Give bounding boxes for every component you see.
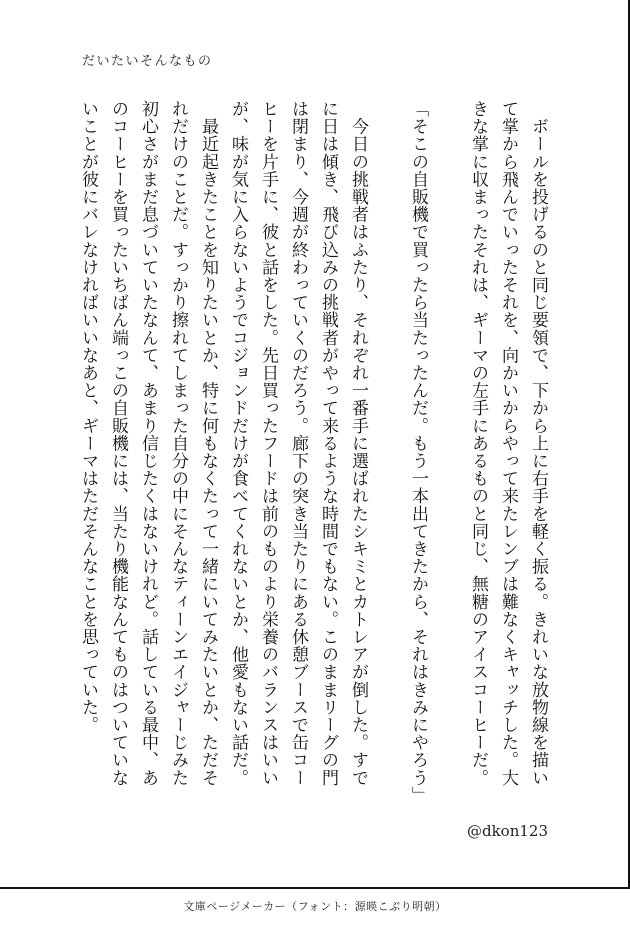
text-line: 最近起きたことを知りたいとか、特に何もなくたって一緒にいてみたいとか、ただそ — [198, 100, 218, 787]
text-line: て掌から飛んでいったそれを、向かいからやって来たレンブは難なくキャッチした。大 — [498, 100, 518, 787]
text-line: 「そこの自販機で買ったら当たったんだ。もう一本出てきたから、それはきみにやろう」 — [408, 100, 428, 804]
author-handle: @dkon123 — [466, 822, 548, 840]
text-line: いことが彼にバレなければいいなあと、ギーマはただそんなことを思っていた。 — [78, 100, 98, 734]
blank-line — [433, 100, 463, 820]
text-line: 初心さがまだ息づいていたなんて、あまり信じたくはないけれど。話している最中、あ — [138, 100, 158, 787]
text-line: ボールを投げるのと同じ要領で、下から上に右手を軽く振る。きれいな放物線を描い — [528, 100, 548, 787]
text-line: 今日の挑戦者はふたり、それぞれ一番手に選ばれたシキミとカトレアが倒した。すで — [348, 100, 368, 787]
blank-line — [373, 100, 403, 820]
text-line: ヒーを片手に、彼と話をした。先日買ったフードは前のものより栄養のバランスはいい — [258, 100, 278, 787]
text-line: れだけのことだ。すっかり擦れてしまった自分の中にそんなティーンエイジャーじみた — [168, 100, 188, 787]
text-line: に日は傾き、飛び込みの挑戦者がやって来るような時間でもない。このままリーグの門 — [318, 100, 338, 787]
text-line: は閉まり、今週が終わっていくのだろう。廊下の突き当たりにある休憩ブースで缶コー — [288, 100, 308, 787]
text-line: が、味が気に入らないようでコジョンドだけが食べてくれないとか、他愛もない話だ。 — [228, 100, 248, 787]
text-line: きな掌に収まったそれは、ギーマの左手にあるものと同じ、無糖のアイスコーヒーだ。 — [468, 100, 488, 787]
running-head: だいたいそんなもの — [82, 54, 213, 69]
vertical-body-text — [73, 100, 553, 820]
footer-credit: 文庫ページメーカー（フォント：源暎こぶり明朝） — [183, 900, 447, 913]
text-line: のコーヒーを買ったいちばん端っこの自販機には、当たり機能なんてものはついていな — [108, 100, 128, 787]
